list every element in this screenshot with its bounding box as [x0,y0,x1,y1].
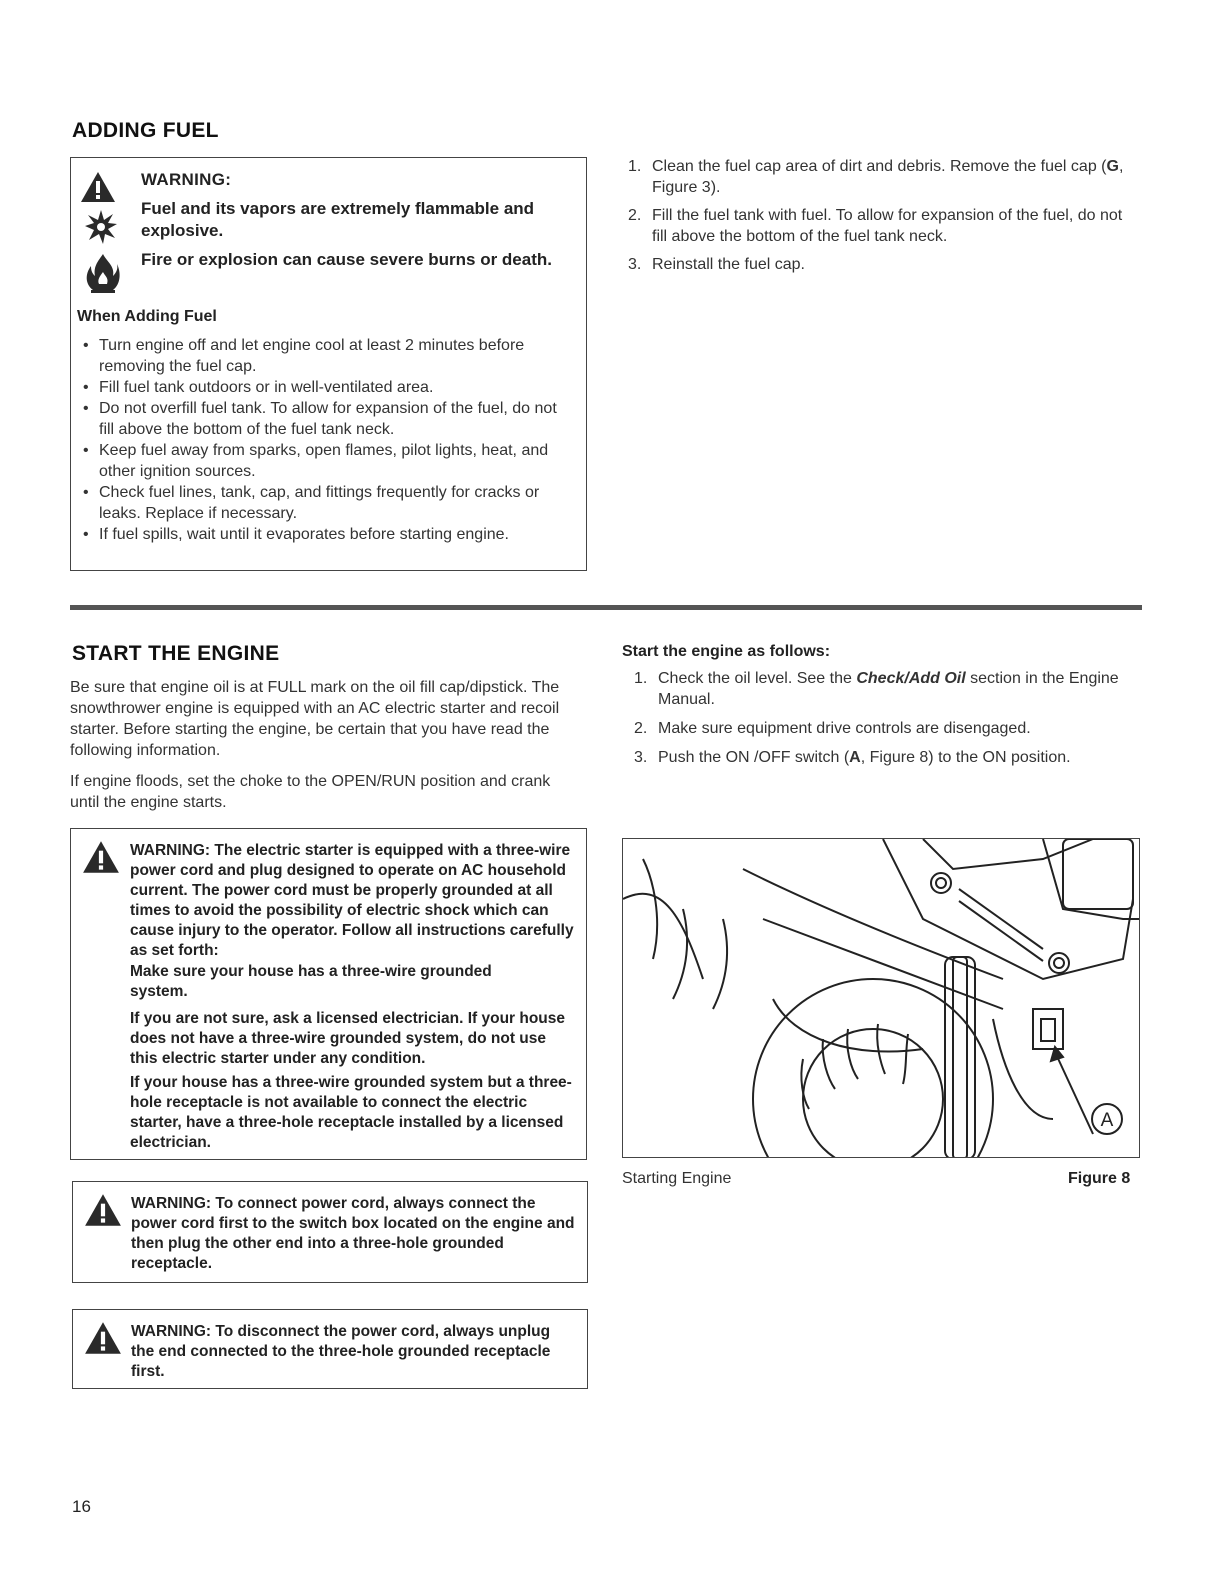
figure-caption: Starting Engine [622,1170,732,1187]
bullet-item: • Check fuel lines, tank, cap, and fittings frequently for cracks or leaks. Replace if necessary. [77,482,567,524]
warning-triangle-icon [79,170,117,204]
fuel-warning-line2: Fire or explosion can cause severe burns or death. [141,250,552,269]
engine-starter-drawing [623,839,1140,1158]
fuel-warning-title: WARNING: [141,170,232,189]
bullet-item: • Fill fuel tank outdoors or in well-ventilated area. [77,377,567,398]
step-text: section in the Engine Manual. [658,670,1119,708]
step-text: , Figure 3). [652,158,1124,196]
step-number: 2. [634,720,648,737]
step-text: Fill the fuel tank with fuel. To allow for expansion of the fuel, do not fill above the bottom of the fuel tank neck. [652,207,1123,245]
fuel-warning-bullet-list [77,335,567,545]
electric-starter-warning-box [70,828,587,1160]
section-divider [70,605,1142,610]
bullet-item: • Do not overfill fuel tank. To allow for expansion of the fuel, do not fill above the bottom of the fuel tank neck. [77,398,567,440]
step-item [630,668,1130,710]
step-text: Make sure equipment drive controls are disengaged. [658,720,1031,737]
bullet-item: • If fuel spills, wait until it evaporates before starting engine. [77,524,567,545]
step-bold-ref: G [1106,158,1119,175]
fuel-warning-box [70,157,587,571]
electric-starter-warning-p4: If your house has a three-wire grounded system but a three-hole receptacle is not available to connect the electric starter, have a three-hole receptacle installed by a licensed electrician. [130,1074,572,1151]
disconnect-cord-warning-box [72,1309,588,1389]
step-bold-ref: A [849,749,861,766]
disconnect-cord-warning-text: WARNING: To disconnect the power cord, always unplug the end connected to the three-hole grounded receptacle first. [131,1323,551,1380]
start-engine-flood-paragraph: If engine floods, set the choke to the OPEN/RUN position and crank until the engine starts. [70,773,551,811]
connect-cord-warning-box [72,1181,588,1283]
when-adding-fuel-subheading: When Adding Fuel [77,308,217,325]
warning-triangle-icon [83,1192,123,1228]
connect-cord-warning-text: WARNING: To connect power cord, always connect the power cord first to the switch box located on the engine and then plug the other end into a three-hole grounded receptacle. [131,1195,575,1272]
start-steps-heading: Start the engine as follows: [622,643,831,660]
warning-triangle-icon [81,839,121,875]
bullet-item: • Keep fuel away from sparks, open flames, pilot lights, heat, and other ignition sources. [77,440,567,482]
section-heading-adding-fuel: ADDING FUEL [72,119,219,142]
fire-icon [85,252,121,294]
step-text: Check the oil level. See the [658,670,857,687]
step-number: 1. [634,670,648,687]
page-number: 16 [72,1497,91,1516]
section-heading-start-engine: START THE ENGINE [72,642,280,665]
step-item [624,156,1129,198]
fuel-warning-line1: Fuel and its vapors are extremely flammable and explosive. [141,199,535,240]
step-number: 3. [628,256,642,273]
callout-label: A [1100,1110,1114,1131]
explosion-icon [83,208,119,246]
start-engine-intro-paragraph: Be sure that engine oil is at FULL mark on the oil fill cap/dipstick. The snowthrower engine is equipped with an AC electric starter and recoil starter. Before starting the engine, be certain that you have read the following information. [70,679,560,759]
step-item [624,205,1129,247]
step-item [630,747,1130,768]
electric-starter-warning-p1: WARNING: The electric starter is equipped with a three-wire power cord and plug designed to operate on AC household current. The power cord must be properly grounded at all times to avoid the possibility of electric shock which can cause injury to the operator. Follow all instructions carefully as set forth: [130,842,574,959]
step-number: 3. [634,749,648,766]
step-emphasis-ref: Check/Add Oil [856,670,966,687]
step-text: Clean the fuel cap area of dirt and debris. Remove the fuel cap ( [652,158,1107,175]
bullet-item: • Turn engine off and let engine cool at least 2 minutes before removing the fuel cap. [77,335,567,377]
electric-starter-warning-p3: If you are not sure, ask a licensed electrician. If your house does not have a three-wire grounded system, do not use this electric starter under any condition. [130,1010,566,1067]
step-item [624,254,1129,275]
step-number: 2. [628,207,642,224]
step-item [630,718,1130,739]
warning-triangle-icon [83,1320,123,1356]
electric-starter-warning-p2: Make sure your house has a three-wire grounded system. [130,963,492,1000]
step-number: 1. [628,158,642,175]
step-text: Push the ON /OFF switch ( [658,749,850,766]
figure-label: Figure 8 [1068,1170,1131,1187]
figure-8-illustration [622,838,1140,1158]
start-engine-steps [630,668,1130,768]
step-text: Reinstall the fuel cap. [652,256,805,273]
adding-fuel-steps [624,156,1129,275]
step-text: , Figure 8) to the ON position. [860,749,1071,766]
